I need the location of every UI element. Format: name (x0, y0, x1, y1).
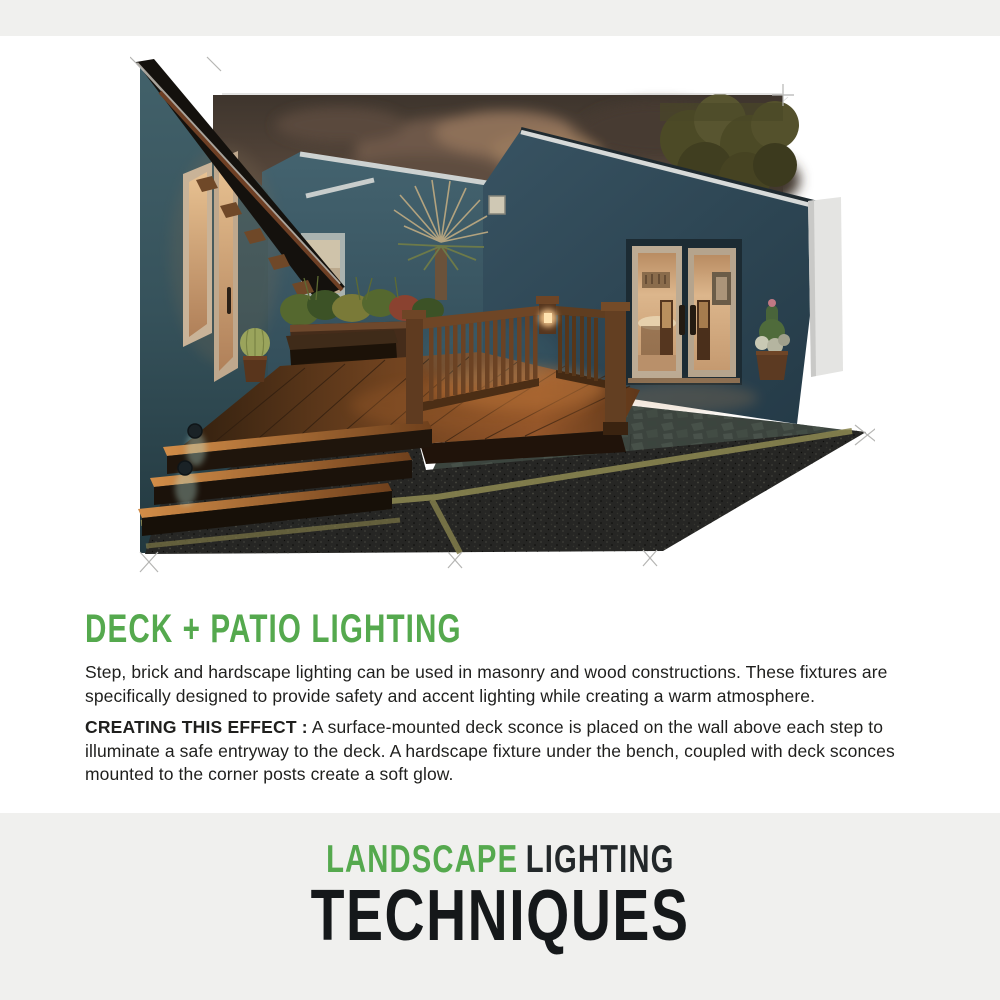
brand-word-landscape: LANDSCAPE (325, 838, 518, 881)
brand-word-lighting: LIGHTING (525, 838, 675, 881)
wall-sconce-icon (188, 424, 202, 438)
deck-patio-illustration (130, 55, 875, 595)
gray-side-panel (808, 197, 843, 377)
wall-sconce-icon (178, 461, 192, 475)
description-block (85, 606, 923, 787)
door-handle-right (690, 305, 696, 335)
effect-label: CREATING THIS EFFECT : (85, 717, 308, 737)
footer-band (0, 813, 1000, 1000)
rail-post (605, 308, 626, 434)
post-sconce-icon (544, 313, 552, 323)
door-handle (227, 287, 231, 314)
top-margin-band (0, 0, 1000, 36)
brand-title-techniques: TECHNIQUES (310, 876, 690, 956)
effect-paragraph (85, 716, 923, 787)
intro-paragraph: Step, brick and hardscape lighting can be used in masonry and wood constructions. These fixtures are specifically designed to provide safety and accent lighting while creating a warm atmosphere. (85, 662, 888, 706)
door-handle-left (679, 305, 685, 335)
page-title: DECK + PATIO LIGHTING (85, 607, 462, 651)
brand-line (326, 840, 674, 880)
rail-post (406, 316, 423, 424)
effect-text: A surface-mounted deck sconce is placed on the wall above each step to illuminate a safe entryway to the deck. A hardscape fixture under the bench, coupled with deck sconces mounted to the corner posts create a soft glow. (85, 717, 895, 784)
wall-vent (489, 196, 505, 214)
